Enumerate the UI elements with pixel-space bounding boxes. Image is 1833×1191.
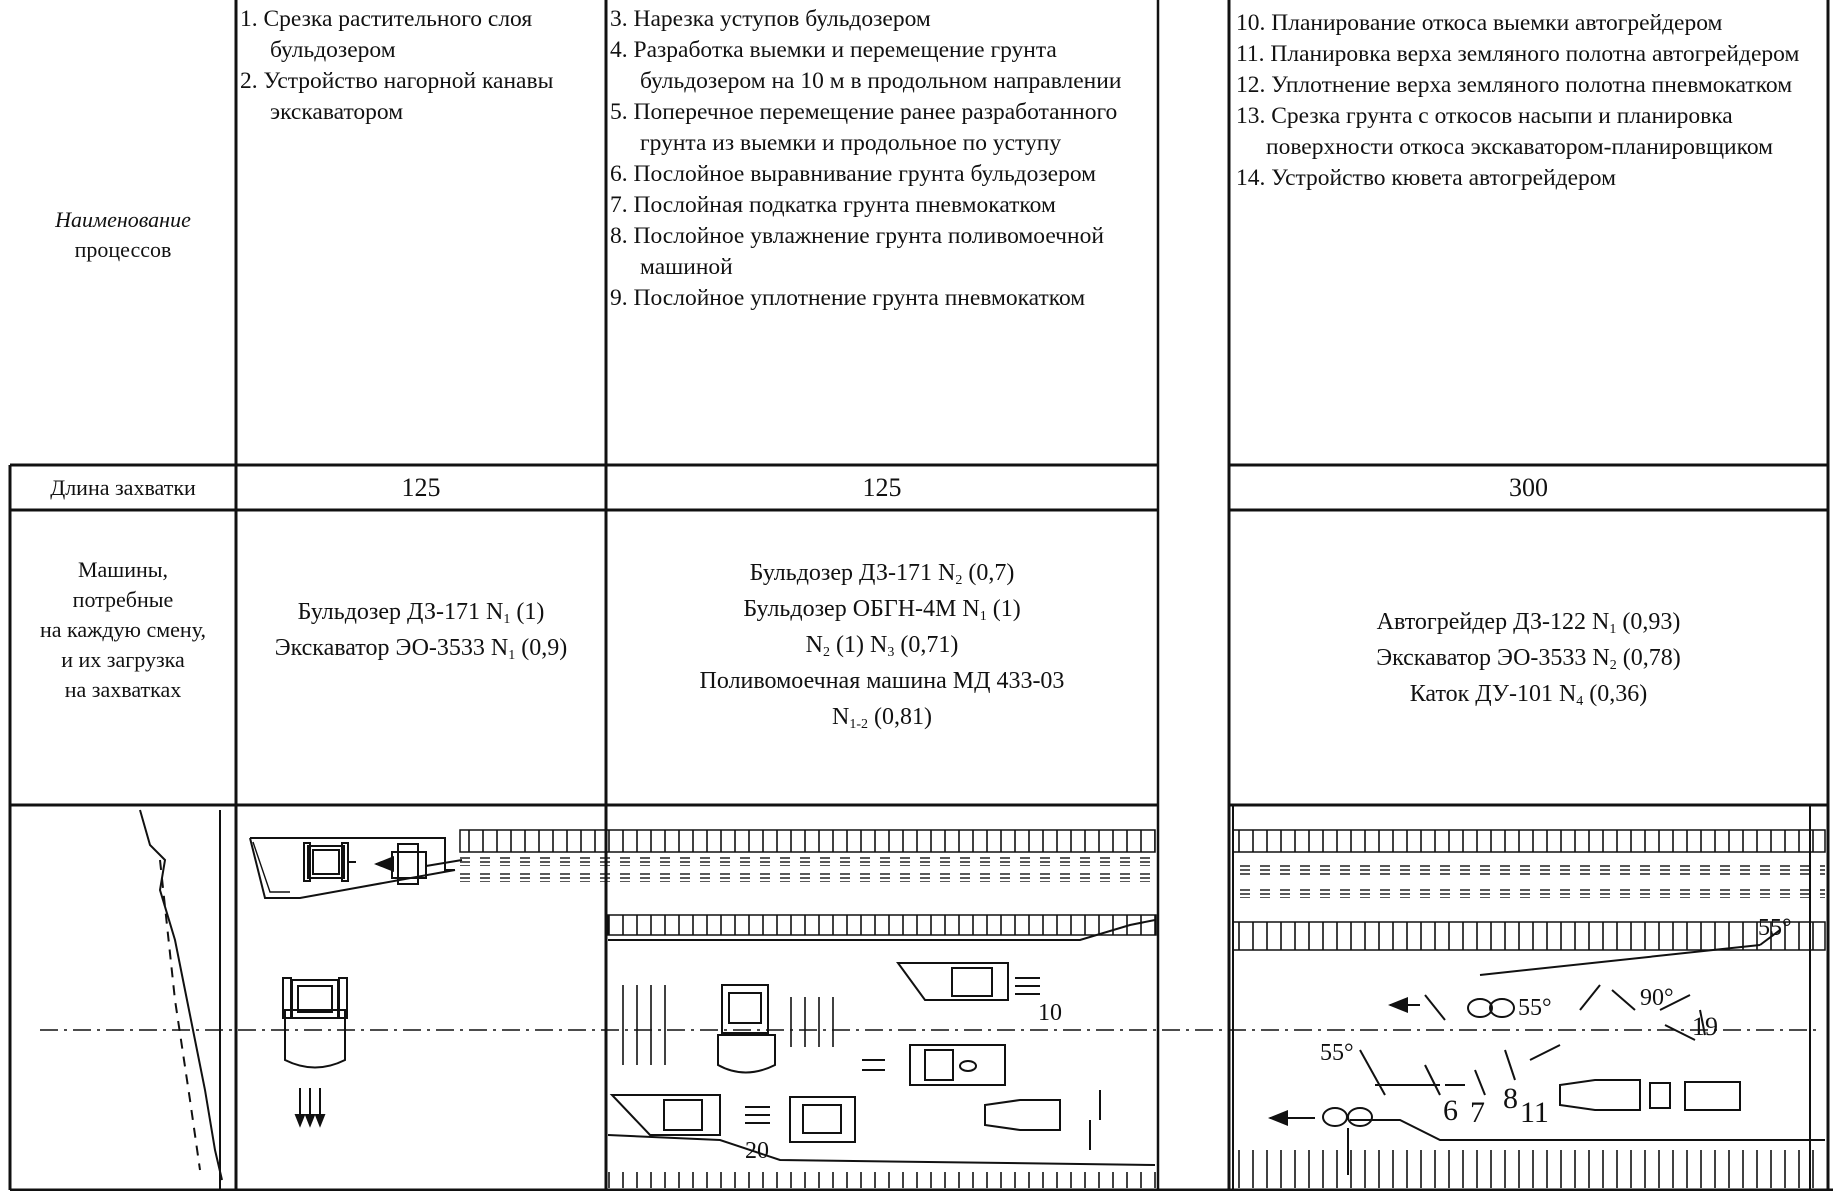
col1-strip — [250, 838, 455, 898]
roller-icon — [790, 1090, 1100, 1150]
slope-hatch — [1233, 1150, 1825, 1188]
slope-hatch — [460, 856, 1155, 866]
machines-label-line4: и их загрузка — [61, 647, 185, 672]
water-truck-icon — [862, 1045, 1005, 1085]
label-90: 90° — [1640, 985, 1674, 1011]
machine-line: Бульдозер ОБГН-4М $N_1$ (1) — [743, 596, 1021, 624]
machine-line: $N_{1-2}$ (0,81) — [832, 704, 932, 732]
processes-label-line2: процессов — [74, 237, 172, 262]
slope-hatch — [460, 830, 1155, 852]
machine-line: Автогрейдер ДЗ-122 $N_1$ (0,93) — [1376, 609, 1681, 637]
machines-label-line1: Машины, — [77, 557, 169, 582]
slope-hatch — [1233, 922, 1825, 950]
machine-line: Экскаватор ЭО-3533 $N_2$ (0,78) — [1376, 645, 1681, 673]
process-item: 2. Устройство нагорной канавы экскаватором — [240, 68, 554, 125]
slope-hatch — [1233, 830, 1825, 852]
machines-label-line2: потребные — [72, 587, 174, 612]
process-item: 14. Устройство кювета автогрейдером — [1236, 165, 1616, 191]
process-item: 7. Послойная подкатка грунта пневмокатком — [610, 192, 1056, 218]
roller-icon — [1560, 1080, 1740, 1110]
process-item: 10. Планирование откоса выемки автогрейдером — [1236, 10, 1723, 36]
slope-hatch — [608, 1172, 1156, 1188]
machine-line: $N_2$ (1) $N_3$ (0,71) — [805, 632, 959, 660]
process-item: 3. Нарезка уступов бульдозером — [610, 6, 931, 32]
process-item: 5. Поперечное перемещение ранее разработанного грунта из выемки и продольное по уступу — [610, 99, 1118, 156]
label-20: 20 — [745, 1138, 769, 1164]
label-55-left: 55° — [1320, 1040, 1354, 1066]
autograder-icon — [1390, 995, 1514, 1020]
machine-line: Каток ДУ-101 $N_4$ (0,36) — [1409, 681, 1648, 709]
machine-line: Бульдозер ДЗ-171 $N_2$ (0,7) — [749, 560, 1015, 588]
processes-label-line1: Наименование — [55, 207, 191, 232]
label-7: 7 — [1470, 1096, 1485, 1129]
embankment-layer — [785, 997, 840, 1047]
bulldozer-icon — [718, 985, 775, 1073]
excavator-icon — [376, 844, 462, 884]
machine-line: Экскаватор ЭО-3533 $N_1$ (0,9) — [274, 635, 568, 663]
process-item: 12. Уплотнение верха земляного полотна пневмокатком — [1236, 72, 1793, 98]
process-item: 1. Срезка растительного слоя бульдозером — [240, 6, 533, 63]
bulldozer-icon — [283, 978, 347, 1068]
grader-icon — [898, 963, 1040, 1000]
slope-lines — [1360, 1045, 1560, 1095]
slope-hatch — [1233, 865, 1825, 875]
slope-hatch — [1233, 888, 1825, 898]
process-item: 9. Послойное уплотнение грунта пневмокатком — [610, 285, 1086, 311]
label-11: 11 — [1520, 1096, 1549, 1129]
process-item: 11. Планировка верха земляного полотна автогрейдером — [1236, 41, 1800, 67]
length-value: 300 — [1509, 473, 1548, 502]
length-value: 125 — [862, 473, 902, 502]
length-value: 125 — [401, 473, 441, 502]
direction-arrows — [296, 1088, 324, 1125]
grader-icon — [612, 1095, 770, 1135]
machines-label-line3: на каждую смену, — [39, 617, 206, 642]
length-label: Длина захватки — [50, 475, 196, 500]
label-55-top: 55° — [1758, 915, 1792, 941]
machines-label-line5: на захватках — [64, 677, 182, 702]
terrain-contour — [140, 810, 222, 1190]
label-10: 10 — [1038, 1000, 1062, 1026]
slope-hatch — [460, 872, 1155, 882]
process-item: 13. Срезка грунта с откосов насыпи и планировка поверхности откоса экскаватором-планировщиком — [1236, 103, 1774, 160]
label-55-mid: 55° — [1518, 995, 1552, 1021]
slope-hatch — [608, 915, 1156, 935]
process-item: 8. Послойное увлажнение грунта поливомоечной машиной — [610, 223, 1104, 280]
process-item: 6. Послойное выравнивание грунта бульдозером — [610, 161, 1097, 187]
process-item: 4. Разработка выемки и перемещение грунта бульдозером на 10 м в продольном направлении — [610, 37, 1122, 94]
label-8: 8 — [1503, 1082, 1518, 1115]
label-6: 6 — [1443, 1094, 1458, 1127]
machine-line: Поливомоечная машина МД 433-03 — [699, 668, 1065, 694]
embankment-layer — [612, 985, 667, 1065]
bulldozer-icon — [304, 843, 356, 881]
cut-contour — [608, 920, 1155, 1165]
machine-line: Бульдозер ДЗ-171 $N_1$ (1) — [297, 599, 545, 627]
label-19: 19 — [1692, 1012, 1718, 1041]
